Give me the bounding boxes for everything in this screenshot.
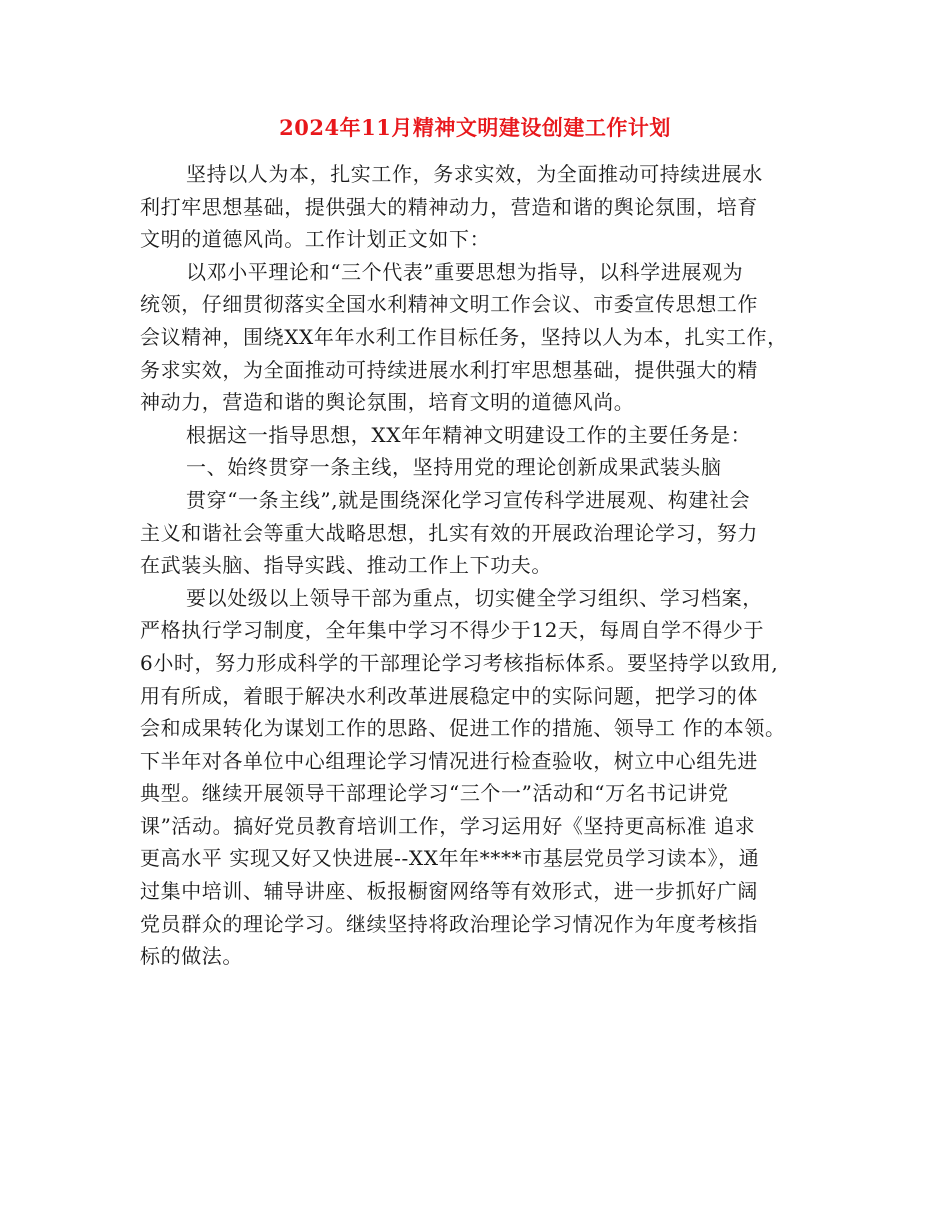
text-line: 党员群众的理论学习。继续坚持将政治理论学习情况作为年度考核指 <box>140 911 758 936</box>
text-line: 坚持以人为本，扎实工作，务求实效，为全面推动可持续进展水 <box>186 162 763 186</box>
text-line: 用有所成，着眼于解决水利改革进展稳定中的实际问题，把学习的体 <box>140 683 758 708</box>
document-body <box>140 158 830 973</box>
text-line: 标的做法。 <box>140 944 243 969</box>
text-line: 根据这一指导思想，XX年年精神文明建设工作的主要任务是： <box>186 422 752 447</box>
text-line: 会议精神，围绕XX年年水利工作目标任务，坚持以人为本，扎实工作， <box>140 324 788 349</box>
text-line: 一、始终贯穿一条主线，坚持用党的理论创新成果武装头脑 <box>186 455 722 480</box>
text-line: 以邓小平理论和“三个代表”重要思想为指导，以科学进展观为 <box>186 259 744 284</box>
text-line: 过集中培训、辅导讲座、板报橱窗网络等有效形式，进一步抓好广阔 <box>140 879 758 904</box>
text-line: 主义和谐社会等重大战略思想，扎实有效的开展政治理论学习，努力 <box>140 520 758 545</box>
text-line: 6小时，努力形成科学的干部理论学习考核指标体系。要坚持学以致用, <box>140 650 779 675</box>
text-line: 在武装头脑、指导实践、推动工作上下功夫。 <box>140 553 552 578</box>
document-title: 2024年11月精神文明建设创建工作计划 <box>279 115 671 140</box>
text-line: 更高水平 实现又好又快进展--XX年年****市基层党员学习读本》，通 <box>140 846 760 871</box>
text-line: 课”活动。搞好党员教育培训工作，学习运用好《坚持更高标准 追求 <box>140 813 756 838</box>
text-line: 神动力，营造和谐的舆论氛围，培育文明的道德风尚。 <box>140 390 635 415</box>
text-line: 贯穿“一条主线”,就是围绕深化学习宣传科学进展观、构建社会 <box>186 487 751 512</box>
text-line: 严格执行学习制度，全年集中学习不得少于12天，每周自学不得少于 <box>140 618 765 643</box>
text-line: 要以处级以上领导干部为重点，切实健全学习组织、学习档案， <box>186 585 763 610</box>
text-line: 统领，仔细贯彻落实全国水利精神文明工作会议、市委宣传思想工作 <box>140 292 758 317</box>
text-line: 务求实效，为全面推动可持续进展水利打牢思想基础，提供强大的精 <box>140 357 758 382</box>
text-line: 典型。继续开展领导干部理论学习“三个一”活动和“万名书记讲党 <box>140 781 729 806</box>
text-line: 文明的道德风尚。工作计划正文如下： <box>140 227 491 252</box>
text-line: 利打牢思想基础，提供强大的精神动力，营造和谐的舆论氛围，培育 <box>140 194 758 219</box>
text-line: 下半年对各单位中心组理论学习情况进行检查验收，树立中心组先进 <box>140 748 758 773</box>
text-line: 会和成果转化为谋划工作的思路、促进工作的措施、领导工 作的本领。 <box>140 716 786 741</box>
